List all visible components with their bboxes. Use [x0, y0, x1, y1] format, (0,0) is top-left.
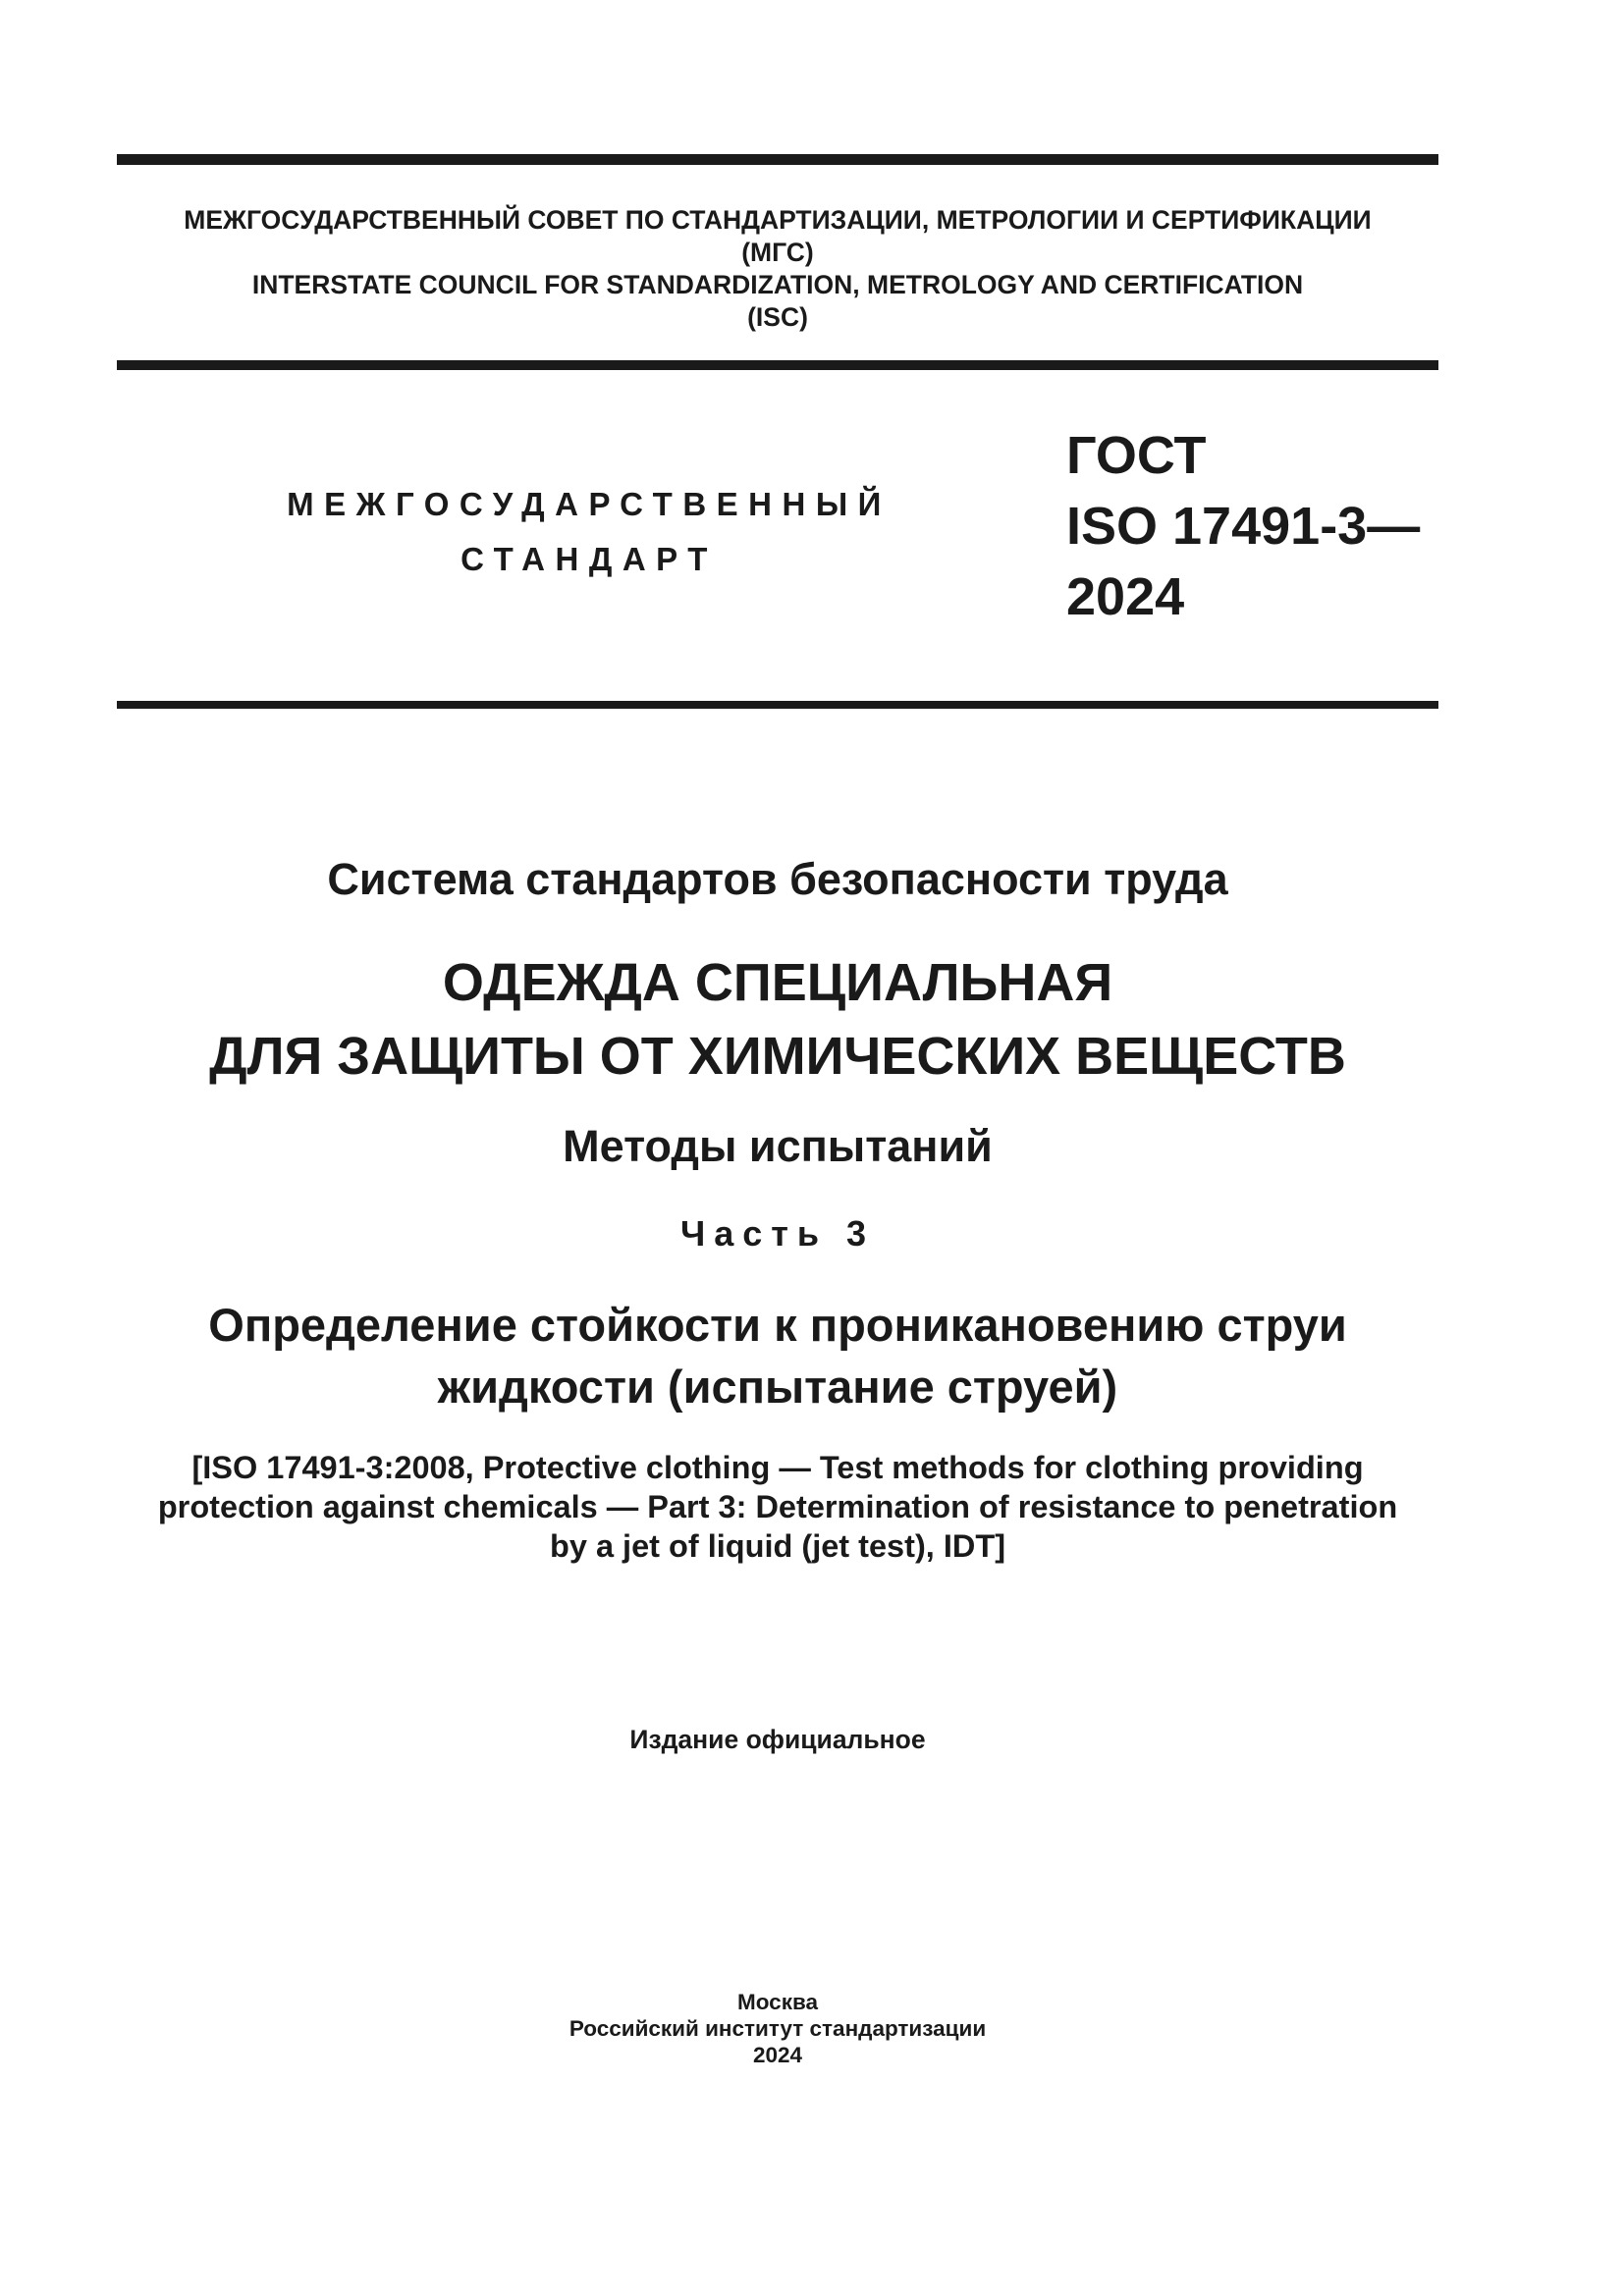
standard-designation: [1066, 420, 1420, 632]
part-title: [117, 1294, 1438, 1417]
designation-gost: ГОСТ: [1066, 426, 1207, 485]
publisher-city: Москва: [736, 1990, 818, 2014]
standard-type-label: [245, 477, 933, 587]
standard-type-line1: МЕЖГОСУДАРСТВЕННЫЙ: [287, 486, 892, 522]
council-abbr-ru: (МГС): [741, 238, 814, 267]
methods-subtitle: Методы испытаний: [563, 1121, 993, 1171]
part-title-line2: жидкости (испытание струей): [437, 1361, 1118, 1413]
middle-rule: [117, 360, 1438, 370]
edition-label: Издание официальное: [629, 1725, 926, 1754]
main-title-line2: ДЛЯ ЗАЩИТЫ ОТ ХИМИЧЕСКИХ ВЕЩЕСТВ: [209, 1027, 1346, 1086]
bottom-rule: [117, 701, 1438, 709]
publisher-institute: Российский институт стандартизации: [568, 2016, 987, 2041]
part-number: Часть 3: [679, 1213, 876, 1254]
main-title-line1: ОДЕЖДА СПЕЦИАЛЬНАЯ: [442, 953, 1113, 1012]
standard-type-line2: СТАНДАРТ: [460, 541, 718, 577]
iso-reference: [117, 1448, 1438, 1566]
main-title: [117, 946, 1438, 1094]
system-title: Система стандартов безопасности труда: [327, 854, 1228, 904]
iso-reference-line3: by a jet of liquid (jet test), IDT]: [549, 1528, 1006, 1564]
top-rule: [117, 154, 1438, 165]
publisher-year: 2024: [752, 2043, 803, 2067]
council-header: [117, 204, 1438, 334]
iso-reference-line2: protection against chemicals — Part 3: Determination of resistance to penetration: [157, 1489, 1398, 1524]
designation-number: ISO 17491-3—: [1066, 497, 1421, 556]
designation-year: 2024: [1066, 567, 1185, 626]
council-name-en: INTERSTATE COUNCIL FOR STANDARDIZATION, METROLOGY AND CERTIFICATION: [251, 270, 1304, 299]
council-name-ru: МЕЖГОСУДАРСТВЕННЫЙ СОВЕТ ПО СТАНДАРТИЗАЦИИ, МЕТРОЛОГИИ И СЕРТИФИКАЦИИ: [184, 205, 1372, 235]
part-title-line1: Определение стойкости к проникановению струи: [208, 1299, 1347, 1351]
council-abbr-en: (ISC): [747, 302, 808, 332]
iso-reference-line1: [ISO 17491-3:2008, Protective clothing — Test methods for clothing providing: [191, 1450, 1364, 1485]
publisher-block: [117, 1989, 1438, 2068]
